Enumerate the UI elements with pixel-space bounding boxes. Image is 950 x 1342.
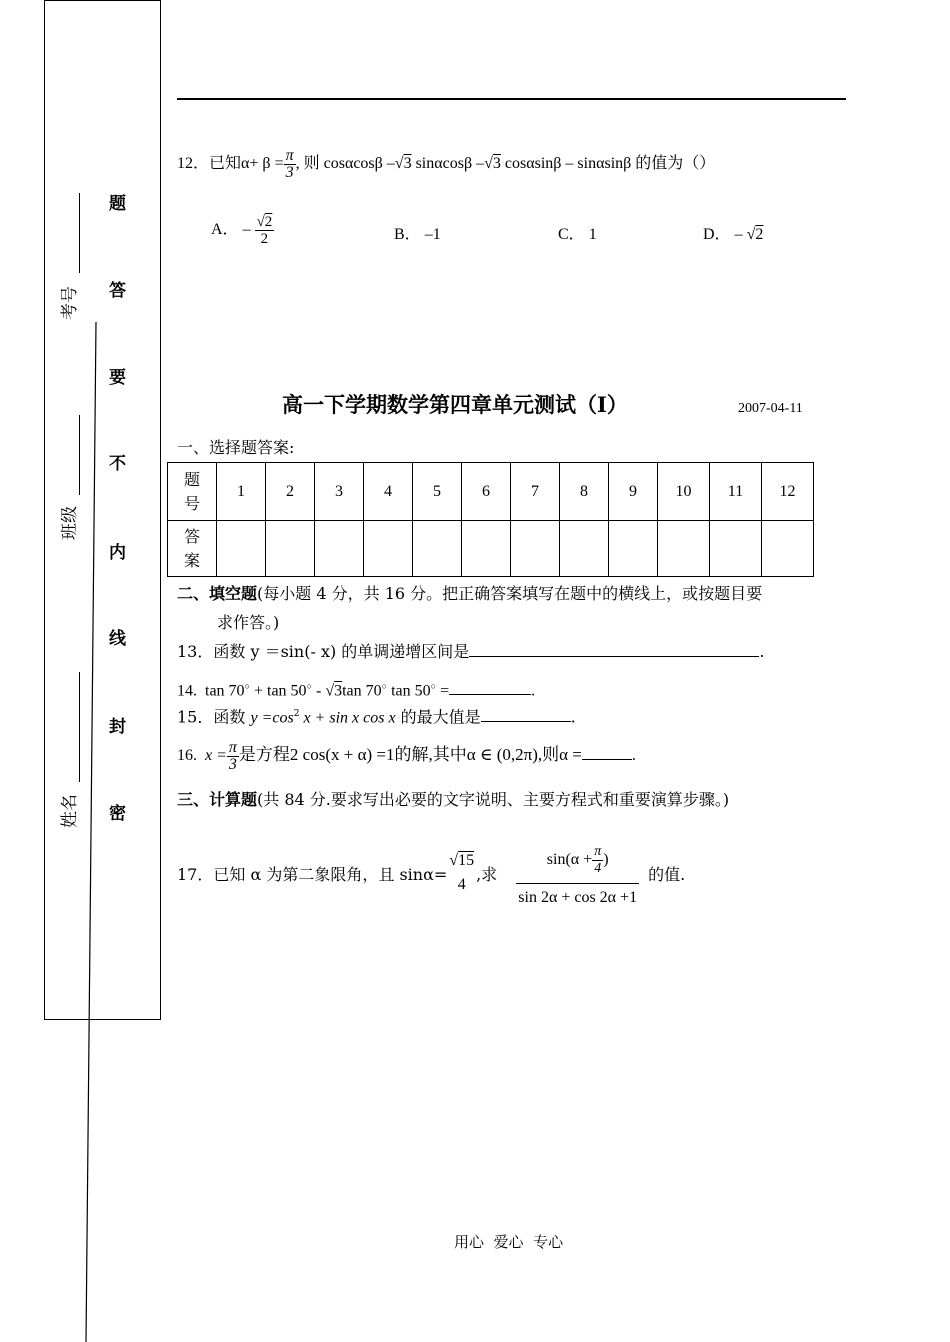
row-header-answer: 答 案 (168, 521, 217, 577)
seal-char-da: 答 (109, 281, 126, 301)
table-cell: 4 (364, 463, 413, 521)
row-header-question-number: 题 号 (168, 463, 217, 521)
answer-cell[interactable] (511, 521, 560, 577)
question-14: 14. tan 70○ + tan 50○ - √3tan 70○ tan 50○ = . (177, 676, 535, 701)
answer-cell[interactable] (658, 521, 710, 577)
table-row (168, 521, 814, 577)
q12-option-b[interactable]: B． –1 (394, 226, 441, 243)
seal-char-feng: 封 (109, 717, 126, 737)
section-3-heading: 三、计算题(共 84 分.要求写出必要的文字说明、主要方程式和重要演算步骤。) (177, 790, 730, 809)
table-cell: 2 (266, 463, 315, 521)
page-footer: 用心 爱心 专心 (454, 1233, 564, 1251)
q12-mid1: , 则 cosαcosβ – (295, 155, 395, 173)
table-cell: 9 (609, 463, 658, 521)
q12-number: 12． (177, 155, 210, 173)
degree-icon: ○ (306, 681, 312, 691)
degree-icon: ○ (244, 681, 250, 691)
seal-char-mi: 密 (109, 804, 126, 824)
answer-cell[interactable] (364, 521, 413, 577)
answer-cell[interactable] (609, 521, 658, 577)
answer-cell[interactable] (710, 521, 762, 577)
q12-option-d[interactable]: D． – √2 (703, 226, 764, 243)
sqrt-icon: √ (394, 155, 404, 173)
seal-char-xian: 线 (109, 629, 126, 649)
class-label: 班级 (60, 506, 80, 540)
sqrt-icon: √ (484, 155, 493, 173)
q17-big-fraction: sin(α + $\frac{\pi}{4}$ ) sin 2α + cos 2α +1 (518, 844, 638, 906)
table-cell: 7 (511, 463, 560, 521)
seal-char-nei: 内 (109, 543, 126, 563)
section-2-heading: 二、填空题(每小题 4 分，共 16 分。把正确答案填写在题中的横线上，或按题目要 (177, 584, 763, 603)
degree-icon: ○ (430, 681, 437, 691)
question-16: 16. x = $\frac{\pi}{3}$ 是方程2 cos(x + α) =1的解,其中α ∈ (0,2π),则α = . (177, 739, 636, 773)
name-fill-line[interactable] (79, 672, 80, 782)
sqrt-icon: √ (449, 852, 459, 869)
table-cell: 10 (658, 463, 710, 521)
seal-char-ti: 题 (109, 194, 126, 214)
question-12 (177, 148, 715, 181)
answer-table (167, 462, 814, 577)
table-cell: 3 (315, 463, 364, 521)
table-row (168, 463, 814, 521)
name-label: 姓名 (60, 794, 80, 828)
table-cell: 8 (560, 463, 609, 521)
table-cell: 1 (217, 463, 266, 521)
sqrt-icon: √ (325, 682, 335, 700)
q12-option-c[interactable]: C． 1 (558, 226, 597, 243)
q13-answer-blank[interactable] (469, 640, 759, 657)
q16-answer-blank[interactable] (582, 743, 632, 760)
page-title: 高一下学期数学第四章单元测试（Ⅰ） (282, 392, 628, 417)
q12-pre: 已知α+ β = (209, 155, 284, 173)
seal-char-yao: 要 (109, 368, 126, 388)
section-2-heading-cont: 求作答。) (217, 613, 280, 632)
answer-cell[interactable] (560, 521, 609, 577)
answer-cell[interactable] (462, 521, 511, 577)
number-fill-line[interactable] (79, 193, 80, 273)
answer-cell[interactable] (413, 521, 462, 577)
q12-option-a-fraction: $\frac{√2}{2}$ (256, 214, 273, 247)
table-cell: 5 (413, 463, 462, 521)
test-date: 2007-04-11 (738, 401, 803, 416)
sqrt-icon: √ (746, 226, 756, 243)
q12-mid2: sinαcosβ – (411, 155, 485, 173)
sqrt-icon: √ (256, 214, 265, 230)
q12-root2: 3 (492, 155, 501, 173)
q12-root1: 3 (403, 155, 412, 173)
q12-fraction: $\frac{\pi}{3}$ (285, 147, 294, 181)
class-fill-line[interactable] (79, 415, 80, 495)
answer-cell[interactable] (315, 521, 364, 577)
q16-fraction: $\frac{\pi}{3}$ (228, 739, 237, 773)
q15-answer-blank[interactable] (481, 705, 571, 722)
number-label: 考号 (60, 286, 80, 320)
question-13: 13．函数 y ＝sin(- x) 的单调递增区间是 . (177, 642, 765, 661)
binding-seal-line (0, 0, 200, 1342)
q17-sin-fraction: √15 4 (449, 852, 475, 893)
table-cell: 12 (762, 463, 814, 521)
question-15: 15．函数 $y =\cos^2$ x + sin x cos x 的最大值是 . (177, 707, 576, 727)
table-cell: 11 (710, 463, 762, 521)
section-1-heading: 一、选择题答案: (177, 438, 295, 457)
degree-icon: ○ (381, 681, 388, 691)
q14-answer-blank[interactable] (449, 678, 531, 695)
answer-cell[interactable] (266, 521, 315, 577)
answer-cell[interactable] (217, 521, 266, 577)
answer-cell[interactable] (762, 521, 814, 577)
q12-option-a[interactable]: A． – $\frac{√2}{2}$ (211, 214, 273, 247)
q12-post: cosαsinβ – sinαsinβ 的值为（） (500, 155, 716, 173)
question-17: 17．已知 α 为第二象限角，且 sinα= √15 4 ,求 sin(α + $\frac{\pi}{4}$ ) sin 2α + cos 2α +1 的值. (177, 844, 686, 906)
seal-char-bu: 不 (109, 454, 126, 474)
top-rule (177, 98, 846, 100)
table-cell: 6 (462, 463, 511, 521)
